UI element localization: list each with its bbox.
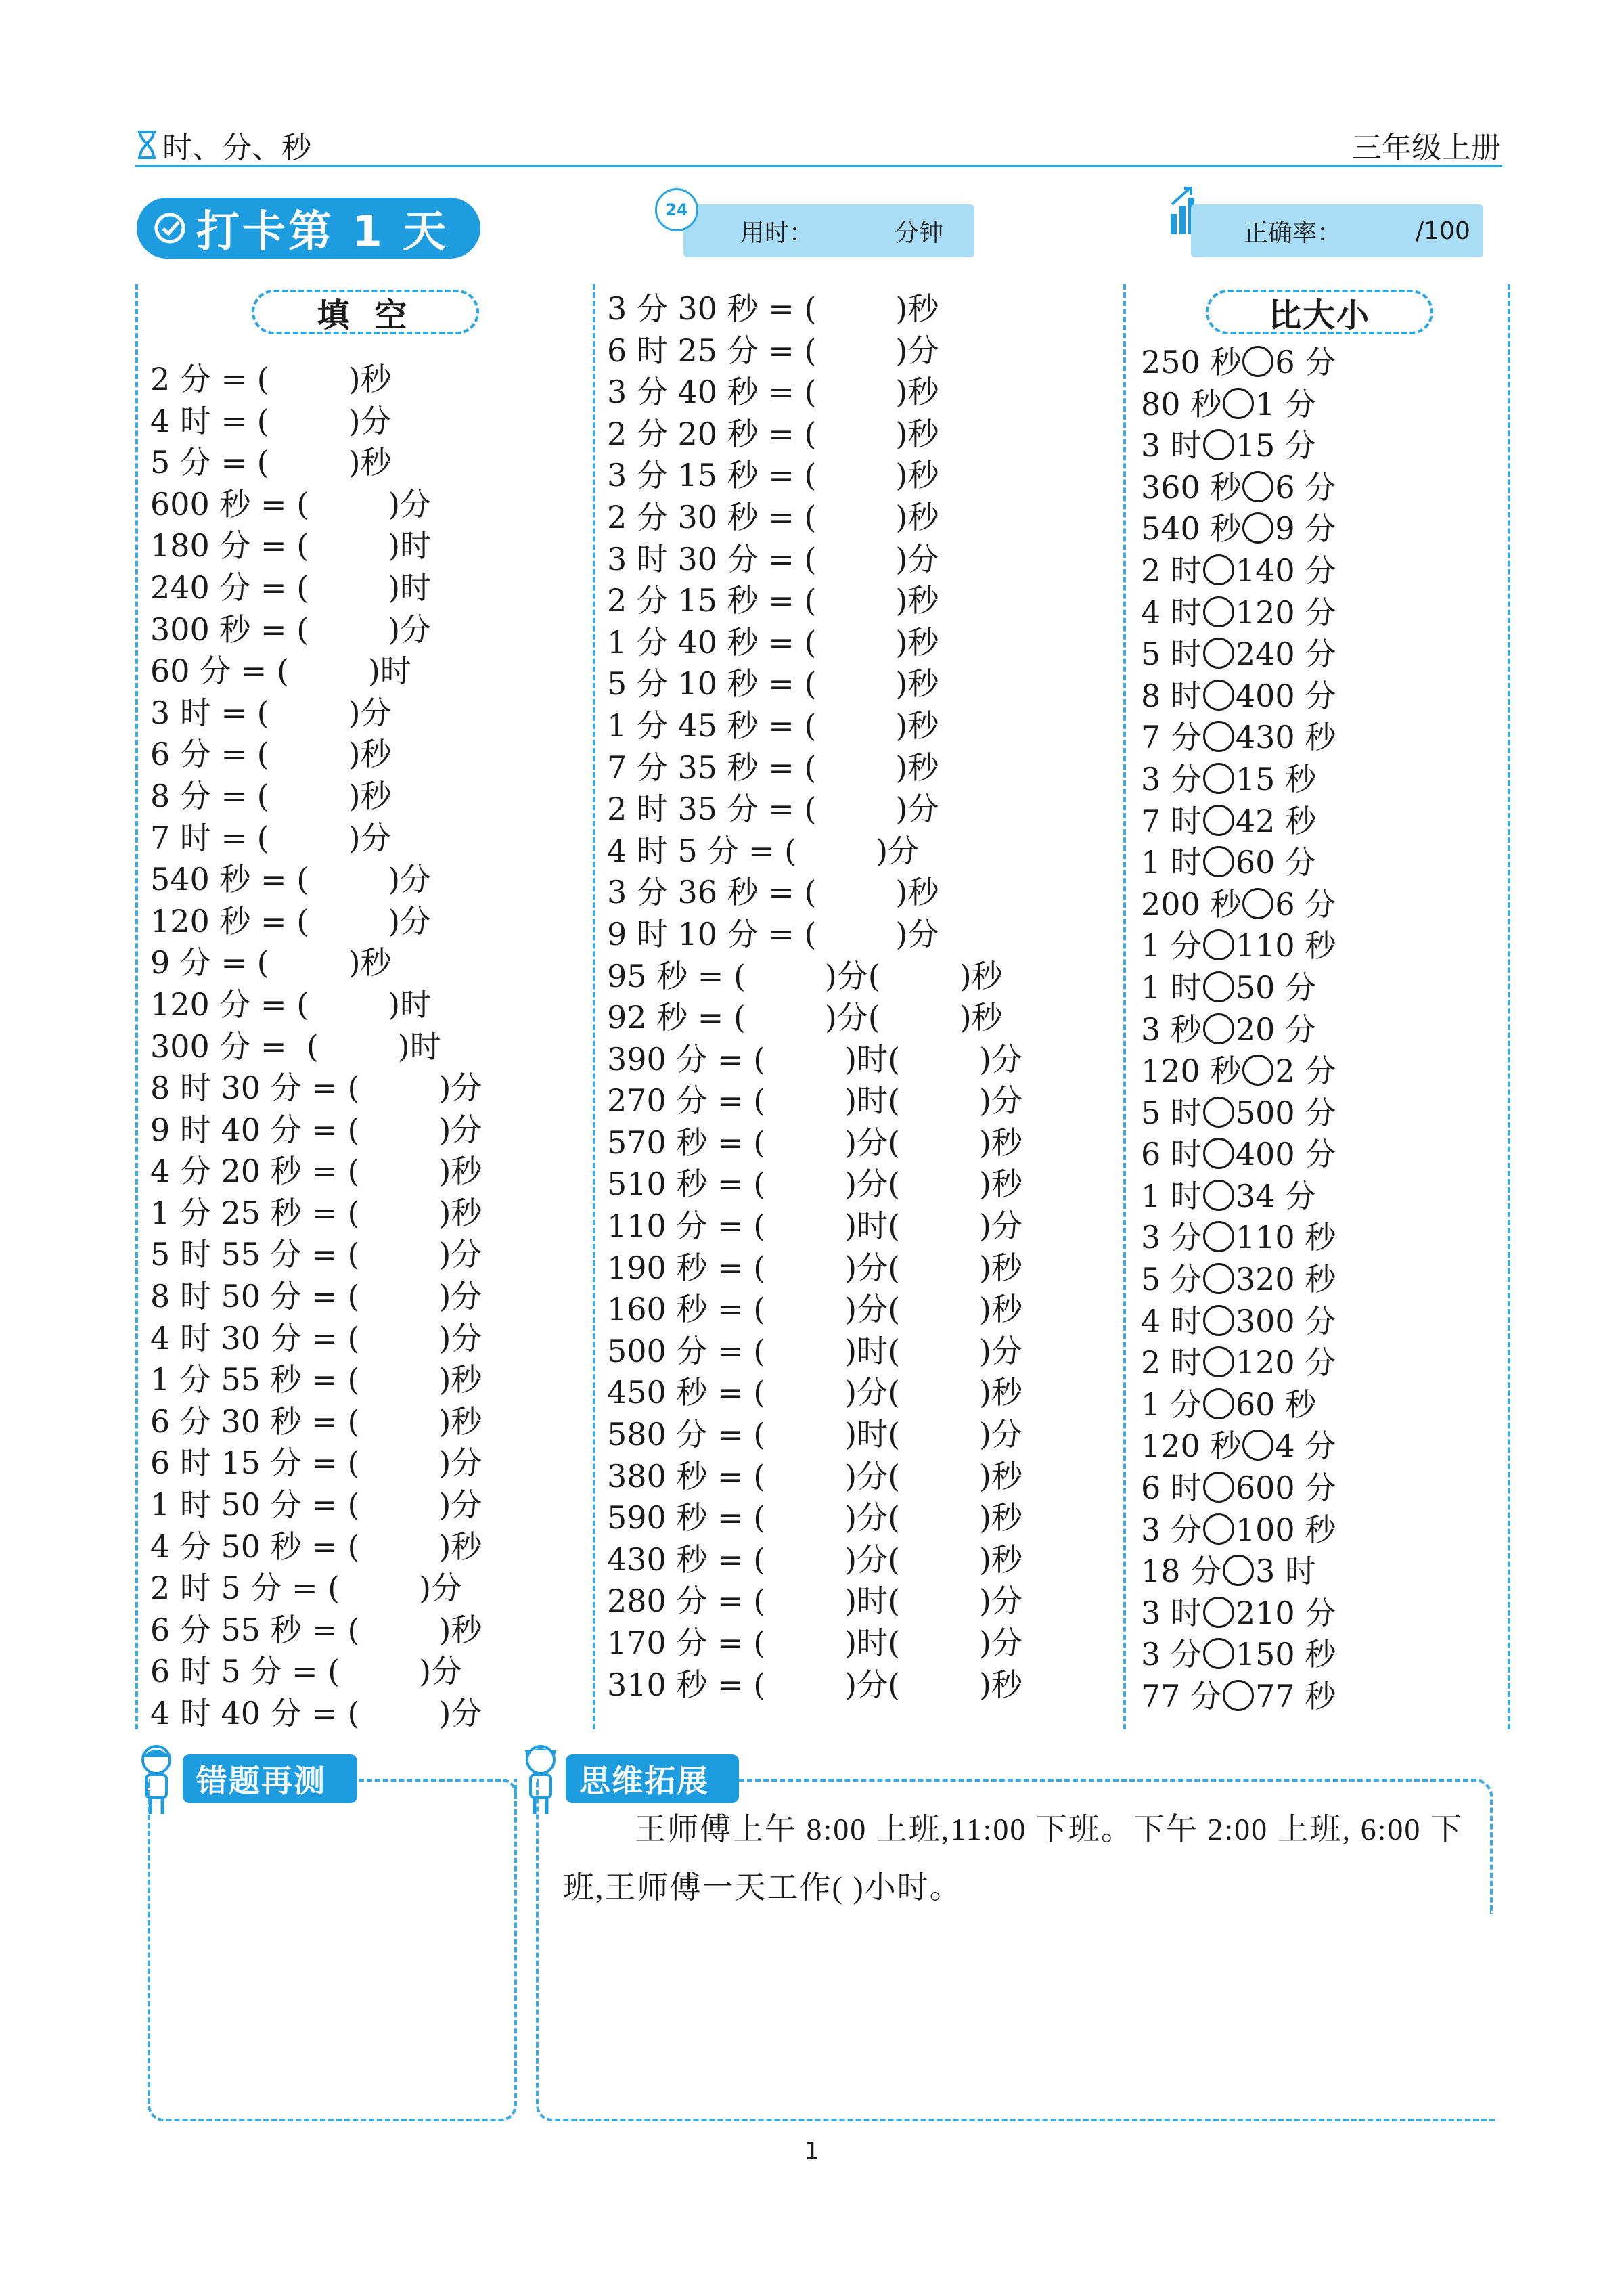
mistakes-tag: 错题再测 (183, 1754, 357, 1803)
fill-item[interactable]: 280 分 = ( )时( )分 (607, 1583, 1022, 1620)
compare-left: 2 时 (1141, 552, 1202, 589)
header-section-title (135, 123, 311, 167)
compare-answer-circle[interactable] (1203, 1138, 1234, 1169)
compare-left: 4 时 (1141, 594, 1202, 631)
fill-item[interactable]: 120 秒 = ( )分 (150, 902, 432, 939)
compare-right: 3 时 (1255, 1553, 1317, 1590)
compare-item (1141, 342, 1336, 384)
compare-item (1141, 1593, 1336, 1635)
fill-item[interactable]: 590 秒 = ( )分( )秒 (607, 1499, 1022, 1536)
accuracy-box (1191, 204, 1483, 257)
fill-item[interactable]: 2 分 = ( )秒 (150, 361, 392, 397)
compare-item (1141, 676, 1336, 717)
fill-item[interactable]: 3 分 30 秒 = ( )秒 (607, 290, 939, 327)
fill-item[interactable]: 9 时 10 分 = ( )分 (607, 915, 939, 952)
compare-item (1141, 634, 1336, 676)
fill-item[interactable]: 4 时 30 分 = ( )分 (150, 1319, 482, 1356)
fill-item[interactable]: 1 分 25 秒 = ( )秒 (150, 1194, 482, 1231)
fill-item[interactable]: 1 分 40 秒 = ( )秒 (607, 623, 939, 661)
fill-item[interactable]: 300 秒 = ( )分 (150, 611, 432, 648)
time-box (683, 204, 974, 257)
fill-item[interactable]: 570 秒 = ( )分( )秒 (607, 1124, 1022, 1161)
fill-item[interactable]: 180 分 = ( )时 (150, 527, 432, 565)
compare-left: 3 分 (1141, 760, 1202, 797)
header-grade: 三年级上册 (1352, 131, 1501, 165)
compare-answer-circle[interactable] (1203, 1513, 1234, 1545)
fill-item[interactable]: 500 分 = ( )时( )分 (607, 1332, 1022, 1369)
fill-item[interactable]: 160 秒 = ( )分( )秒 (607, 1291, 1022, 1328)
compare-list (1141, 342, 1336, 1718)
fill-item[interactable]: 540 秒 = ( )分 (150, 861, 432, 898)
compare-answer-circle[interactable] (1223, 1680, 1254, 1711)
fill-blank-list-1 (150, 359, 482, 1735)
fill-item[interactable]: 390 分 = ( )时( )分 (607, 1040, 1022, 1078)
compare-right: 6 分 (1275, 468, 1336, 506)
compare-item (1141, 1634, 1336, 1676)
fill-item[interactable]: 120 分 = ( )时 (150, 986, 432, 1023)
compare-item (1141, 801, 1336, 843)
compare-left: 3 秒 (1141, 1011, 1202, 1048)
compare-item (1141, 1259, 1336, 1301)
compare-heading: 比大小 (1206, 290, 1433, 334)
accuracy-value: /100 (1416, 217, 1470, 245)
compare-answer-circle[interactable] (1203, 846, 1234, 877)
compare-right: 1 分 (1255, 385, 1317, 422)
compare-right: 110 秒 (1235, 1219, 1336, 1256)
compare-left: 6 时 (1141, 1469, 1202, 1507)
compare-answer-circle[interactable] (1242, 346, 1273, 377)
compare-item (1141, 1176, 1336, 1218)
compare-item (1141, 592, 1336, 634)
compare-left: 7 分 (1141, 719, 1202, 756)
compare-answer-circle[interactable] (1203, 638, 1234, 669)
compare-right: 2 分 (1275, 1053, 1336, 1090)
compare-answer-circle[interactable] (1203, 1013, 1234, 1044)
fill-item[interactable]: 8 时 50 分 = ( )分 (150, 1278, 482, 1315)
time-unit: 分钟 (895, 219, 944, 247)
compare-right: 110 秒 (1235, 927, 1336, 965)
fill-item[interactable]: 2 分 15 秒 = ( )秒 (607, 582, 939, 619)
fill-item[interactable]: 95 秒 = ( )分( )秒 (607, 957, 1003, 994)
compare-answer-circle[interactable] (1203, 1221, 1234, 1252)
compare-right: 500 分 (1235, 1094, 1336, 1131)
fill-item[interactable]: 1 时 50 分 = ( )分 (150, 1486, 482, 1524)
compare-right: 50 分 (1235, 969, 1317, 1006)
compare-answer-circle[interactable] (1242, 888, 1273, 919)
column-divider (1508, 284, 1510, 1729)
compare-right: 120 分 (1235, 1344, 1336, 1381)
compare-left: 6 时 (1141, 1136, 1202, 1173)
fill-item[interactable]: 9 时 40 分 = ( )分 (150, 1111, 482, 1148)
compare-right: 120 分 (1235, 594, 1336, 631)
accuracy-label: 正确率： (1244, 219, 1342, 247)
compare-left: 360 秒 (1141, 468, 1242, 506)
hourglass-icon (135, 130, 158, 160)
fill-item[interactable]: 1 分 55 秒 = ( )秒 (150, 1361, 482, 1398)
fill-item[interactable]: 300 分 = ( )时 (150, 1027, 441, 1065)
compare-right: 42 秒 (1235, 802, 1317, 839)
fill-item[interactable]: 1 分 45 秒 = ( )秒 (607, 707, 939, 744)
compare-answer-circle[interactable] (1203, 721, 1234, 752)
compare-answer-circle[interactable] (1203, 429, 1234, 460)
fill-item[interactable]: 2 分 30 秒 = ( )秒 (607, 498, 939, 535)
compare-item (1141, 1050, 1336, 1092)
compare-item (1141, 925, 1336, 967)
compare-answer-circle[interactable] (1203, 763, 1234, 794)
fill-item[interactable]: 4 时 40 分 = ( )分 (150, 1695, 482, 1731)
fill-item[interactable]: 7 分 35 秒 = ( )秒 (607, 749, 939, 786)
compare-item (1141, 1676, 1336, 1718)
compare-left: 77 分 (1141, 1678, 1222, 1714)
compare-item (1141, 884, 1336, 926)
compare-left: 120 秒 (1141, 1053, 1242, 1090)
compare-right: 60 秒 (1235, 1386, 1317, 1423)
compare-answer-circle[interactable] (1203, 596, 1234, 627)
fill-item[interactable]: 240 分 = ( )时 (150, 569, 432, 606)
compare-right: 4 分 (1275, 1428, 1336, 1465)
mistakes-box[interactable] (148, 1779, 517, 2121)
thinking-problem: 王师傅上午 8:00 上班,11:00 下班。下午 2:00 上班, 6:00 下班,王师傅一天工作( )小时。 (563, 1812, 1463, 1905)
compare-left: 3 时 (1141, 427, 1202, 464)
compare-left: 3 时 (1141, 1594, 1202, 1631)
compare-item (1141, 1509, 1336, 1551)
time-label: 用时： (740, 219, 814, 247)
compare-left: 7 时 (1141, 802, 1202, 839)
clock-icon (655, 188, 698, 231)
compare-answer-circle[interactable] (1203, 1305, 1234, 1336)
header-divider (135, 165, 1502, 167)
compare-right: 15 分 (1235, 427, 1317, 464)
fill-item[interactable]: 9 分 = ( )秒 (150, 944, 392, 981)
compare-right: 150 秒 (1235, 1636, 1336, 1673)
compare-item (1141, 1092, 1336, 1134)
compare-right: 20 分 (1235, 1011, 1317, 1048)
compare-answer-circle[interactable] (1203, 1346, 1234, 1377)
check-circle-icon (153, 211, 187, 245)
fill-item[interactable]: 6 分 = ( )秒 (150, 736, 392, 773)
fill-item[interactable]: 6 时 5 分 = ( )分 (150, 1653, 463, 1690)
fill-item[interactable]: 60 分 = ( )时 (150, 652, 411, 690)
compare-item (1141, 467, 1336, 509)
compare-answer-circle[interactable] (1203, 554, 1234, 585)
fill-item[interactable]: 6 时 25 分 = ( )分 (607, 332, 939, 369)
fill-item[interactable]: 270 分 = ( )时( )分 (607, 1082, 1022, 1120)
compare-right: 210 分 (1235, 1594, 1336, 1631)
compare-answer-circle[interactable] (1203, 1388, 1234, 1419)
compare-answer-circle[interactable] (1203, 1097, 1234, 1128)
compare-left: 3 分 (1141, 1219, 1202, 1256)
compare-right: 300 分 (1235, 1302, 1336, 1340)
fill-item[interactable]: 2 分 20 秒 = ( )秒 (607, 415, 939, 452)
fill-item[interactable]: 380 秒 = ( )分( )秒 (607, 1457, 1022, 1495)
compare-right: 240 分 (1235, 636, 1336, 673)
compare-answer-circle[interactable] (1242, 1430, 1273, 1461)
compare-item (1141, 1301, 1336, 1343)
compare-answer-circle[interactable] (1242, 512, 1273, 544)
compare-right: 77 秒 (1255, 1678, 1336, 1714)
compare-left: 3 分 (1141, 1511, 1202, 1548)
compare-answer-circle[interactable] (1203, 971, 1234, 1002)
compare-item (1141, 550, 1336, 592)
compare-left: 5 时 (1141, 1094, 1202, 1131)
fill-item[interactable]: 450 秒 = ( )分( )秒 (607, 1374, 1022, 1411)
compare-answer-circle[interactable] (1203, 1638, 1234, 1669)
compare-item (1141, 1009, 1336, 1051)
fill-item[interactable]: 5 时 55 分 = ( )分 (150, 1236, 482, 1273)
fill-item[interactable]: 190 秒 = ( )分( )秒 (607, 1249, 1022, 1286)
fill-item[interactable]: 580 分 = ( )时( )分 (607, 1416, 1022, 1453)
fill-item[interactable]: 4 时 = ( )分 (150, 402, 392, 439)
fill-item[interactable]: 4 分 20 秒 = ( )秒 (150, 1153, 482, 1190)
compare-left: 1 时 (1141, 1177, 1202, 1214)
compare-right: 400 分 (1235, 1136, 1336, 1173)
column-divider (135, 284, 138, 1729)
compare-item (1141, 1384, 1336, 1426)
clock-badge: 24 (665, 200, 688, 219)
column-divider (1123, 284, 1126, 1729)
fill-item[interactable]: 170 分 = ( )时( )分 (607, 1624, 1022, 1661)
compare-item (1141, 1467, 1336, 1509)
compare-item (1141, 967, 1336, 1009)
compare-left: 1 时 (1141, 844, 1202, 881)
fill-item[interactable]: 430 秒 = ( )分( )秒 (607, 1541, 1022, 1578)
compare-right: 6 分 (1275, 885, 1336, 923)
fill-item[interactable]: 7 时 = ( )分 (150, 819, 392, 856)
compare-left: 8 时 (1141, 677, 1202, 714)
compare-right: 600 分 (1235, 1469, 1336, 1507)
fill-item[interactable]: 6 分 55 秒 = ( )秒 (150, 1611, 482, 1648)
fill-item[interactable]: 3 分 36 秒 = ( )秒 (607, 874, 939, 911)
compare-answer-circle[interactable] (1203, 1472, 1234, 1503)
compare-right: 400 分 (1235, 677, 1336, 714)
fill-item[interactable]: 6 分 30 秒 = ( )秒 (150, 1402, 482, 1440)
fill-item[interactable]: 5 分 = ( )秒 (150, 444, 392, 481)
compare-left: 18 分 (1141, 1553, 1222, 1590)
fill-item[interactable]: 2 时 5 分 = ( )分 (150, 1570, 463, 1607)
header-left-title: 时、分、秒 (162, 131, 311, 165)
compare-item (1141, 1425, 1336, 1467)
fill-blank-list-2 (607, 288, 1022, 1706)
compare-left: 200 秒 (1141, 885, 1242, 923)
fill-item[interactable]: 6 时 15 分 = ( )分 (150, 1444, 482, 1482)
compare-left: 2 时 (1141, 1344, 1202, 1381)
column-divider (593, 284, 595, 1729)
fill-item[interactable]: 510 秒 = ( )分( )秒 (607, 1166, 1022, 1203)
compare-left: 120 秒 (1141, 1428, 1242, 1465)
compare-item (1141, 842, 1336, 884)
compare-right: 140 分 (1235, 552, 1336, 589)
compare-answer-circle[interactable] (1203, 929, 1234, 960)
compare-answer-circle[interactable] (1203, 805, 1234, 836)
compare-answer-circle[interactable] (1203, 1263, 1234, 1294)
compare-left: 80 秒 (1141, 385, 1222, 422)
compare-answer-circle[interactable] (1223, 388, 1254, 419)
compare-item (1141, 1217, 1336, 1259)
fill-item[interactable]: 8 分 = ( )秒 (150, 777, 392, 814)
compare-answer-circle[interactable] (1242, 471, 1273, 502)
compare-left: 250 秒 (1141, 344, 1242, 380)
fill-item[interactable]: 110 分 = ( )时( )分 (607, 1208, 1022, 1245)
compare-left: 5 时 (1141, 636, 1202, 673)
fill-item[interactable]: 600 秒 = ( )分 (150, 485, 432, 523)
thinking-tag: 思维拓展 (566, 1754, 739, 1803)
fill-item[interactable]: 2 时 35 分 = ( )分 (607, 791, 939, 828)
fill-blank-heading: 填 空 (252, 290, 479, 334)
compare-right: 15 秒 (1235, 760, 1317, 797)
compare-left: 540 秒 (1141, 510, 1242, 548)
compare-right: 430 秒 (1235, 719, 1336, 756)
compare-right: 9 分 (1275, 510, 1336, 548)
compare-item (1141, 384, 1336, 426)
compare-item (1141, 1551, 1336, 1593)
fill-item[interactable]: 3 分 40 秒 = ( )秒 (607, 374, 939, 411)
fill-item[interactable]: 3 时 = ( )分 (150, 694, 392, 731)
compare-item (1141, 717, 1336, 759)
compare-left: 1 时 (1141, 969, 1202, 1006)
compare-right: 100 秒 (1235, 1511, 1336, 1548)
compare-left: 1 分 (1141, 1386, 1202, 1423)
compare-answer-circle[interactable] (1242, 1055, 1273, 1086)
compare-item (1141, 1134, 1336, 1176)
compare-right: 60 分 (1235, 844, 1317, 881)
fill-item[interactable]: 4 时 5 分 = ( )分 (607, 832, 920, 869)
compare-item (1141, 508, 1336, 550)
compare-left: 1 分 (1141, 927, 1202, 965)
compare-answer-circle[interactable] (1223, 1555, 1254, 1586)
compare-answer-circle[interactable] (1203, 1597, 1234, 1628)
fill-item[interactable]: 5 分 10 秒 = ( )秒 (607, 665, 939, 703)
fill-item[interactable]: 310 秒 = ( )分( )秒 (607, 1666, 1022, 1703)
compare-right: 6 分 (1275, 344, 1336, 380)
compare-left: 4 时 (1141, 1302, 1202, 1340)
page-number: 1 (804, 2138, 820, 2165)
fill-item[interactable]: 3 分 15 秒 = ( )秒 (607, 457, 939, 494)
compare-answer-circle[interactable] (1203, 680, 1234, 711)
compare-right: 34 分 (1235, 1177, 1317, 1214)
day-banner-label: 打卡第 1 天 (196, 207, 449, 257)
fill-item[interactable]: 4 分 50 秒 = ( )秒 (150, 1528, 482, 1565)
compare-item (1141, 1342, 1336, 1384)
fill-item[interactable]: 92 秒 = ( )分( )秒 (607, 999, 1003, 1036)
compare-right: 320 秒 (1235, 1261, 1336, 1298)
day-banner (137, 198, 480, 259)
compare-item (1141, 425, 1336, 467)
compare-left: 5 分 (1141, 1261, 1202, 1298)
compare-item (1141, 759, 1336, 801)
compare-left: 3 分 (1141, 1636, 1202, 1673)
fill-item[interactable]: 8 时 30 分 = ( )分 (150, 1069, 482, 1107)
fill-item[interactable]: 3 时 30 分 = ( )分 (607, 540, 939, 577)
compare-answer-circle[interactable] (1203, 1180, 1234, 1211)
